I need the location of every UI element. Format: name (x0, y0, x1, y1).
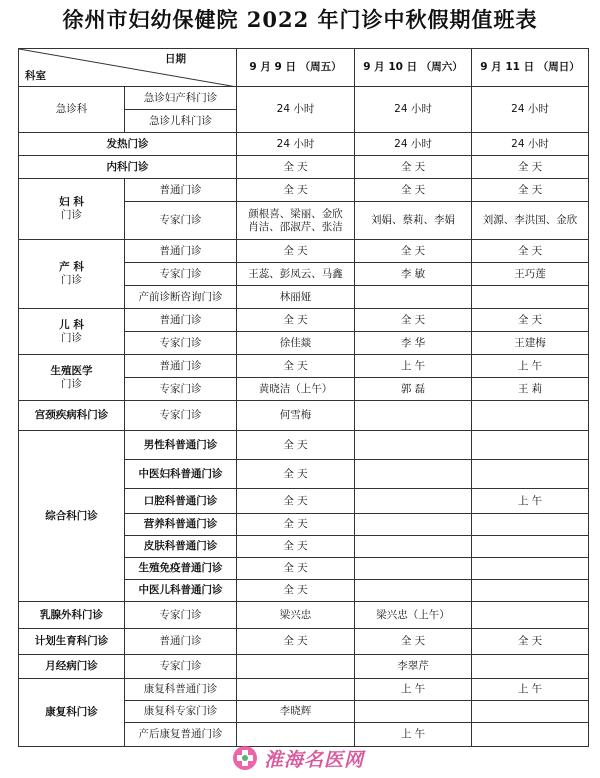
cell: 全 天 (237, 629, 355, 655)
cell: 24 小时 (355, 133, 472, 156)
dept-line: 门诊 (61, 209, 82, 221)
sub-label: 专家门诊 (125, 263, 237, 286)
cell: 刘娟、蔡莉、李娟 (355, 202, 472, 240)
dept-pediatrics (19, 309, 125, 355)
watermark (232, 742, 432, 774)
cell: 全 天 (237, 558, 355, 580)
cell (472, 655, 589, 679)
table-row (19, 431, 589, 460)
table-row (19, 179, 589, 202)
cell: 全 天 (355, 240, 472, 263)
cell (237, 202, 355, 240)
cell (355, 580, 472, 602)
page-title: 徐州市妇幼保健院 2022 年门诊中秋假期值班表 (62, 7, 538, 32)
cell: 24 小时 (472, 133, 589, 156)
cell (237, 679, 355, 701)
cell: 王蕊、彭凤云、马鑫 (237, 263, 355, 286)
sub-label: 产前诊断咨询门诊 (125, 286, 237, 309)
cell (355, 401, 472, 431)
cell (237, 655, 355, 679)
cell (472, 431, 589, 460)
cell: 上 午 (355, 355, 472, 378)
sub-label: 专家门诊 (125, 602, 237, 629)
dept-general-clinic: 综合科门诊 (19, 431, 125, 602)
cell: 郭 磊 (355, 378, 472, 401)
cell: 全 天 (355, 179, 472, 202)
dept-fever: 发热门诊 (19, 133, 237, 156)
cell: 全 天 (472, 629, 589, 655)
sub-label: 口腔科普通门诊 (125, 489, 237, 514)
sub-label: 专家门诊 (125, 332, 237, 355)
cell: 梁兴忠 (237, 602, 355, 629)
cell (355, 558, 472, 580)
sub-label: 产后康复普通门诊 (125, 723, 237, 747)
sub-label: 普通门诊 (125, 309, 237, 332)
cell (355, 514, 472, 536)
sub-label: 普通门诊 (125, 240, 237, 263)
table-row (19, 355, 589, 378)
day-header-2: 9 月 10 日 （周六） (355, 49, 472, 87)
cell (472, 558, 589, 580)
cell (355, 460, 472, 489)
dept-gynecology (19, 179, 125, 240)
sub-label: 男性科普通门诊 (125, 431, 237, 460)
sub-label: 中医妇科普通门诊 (125, 460, 237, 489)
cell: 24 小时 (237, 133, 355, 156)
cell: 全 天 (237, 240, 355, 263)
sub-label: 专家门诊 (125, 202, 237, 240)
cell (355, 701, 472, 723)
table-row (19, 309, 589, 332)
cell (472, 401, 589, 431)
cell: 全 天 (355, 156, 472, 179)
cell: 全 天 (237, 309, 355, 332)
cell: 王 莉 (472, 378, 589, 401)
date-axis-label: 日期 (165, 53, 186, 65)
cell: 李翠芹 (355, 655, 472, 679)
cell (472, 723, 589, 747)
dept-rehab: 康复科门诊 (19, 679, 125, 747)
dept-family-planning: 计划生育科门诊 (19, 629, 125, 655)
cell: 李 华 (355, 332, 472, 355)
sub-label: 专家门诊 (125, 378, 237, 401)
cell (472, 536, 589, 558)
dept-line: 儿 科 (59, 318, 84, 331)
sub-label: 康复科普通门诊 (125, 679, 237, 701)
cell (472, 580, 589, 602)
table-row (19, 87, 589, 110)
cell: 上 午 (355, 679, 472, 701)
cell: 刘源、李洪国、金欣 (472, 202, 589, 240)
schedule-table (18, 48, 589, 747)
sub-emergency-peds: 急诊儿科门诊 (125, 110, 237, 133)
cell: 全 天 (237, 179, 355, 202)
sub-label: 普通门诊 (125, 355, 237, 378)
dept-cervical: 宫颈疾病科门诊 (19, 401, 125, 431)
sub-label: 普通门诊 (125, 179, 237, 202)
cell: 全 天 (237, 514, 355, 536)
dept-line: 产 科 (59, 261, 84, 273)
sub-label: 中医儿科普通门诊 (125, 580, 237, 602)
cell-line: 颜根喜、梁丽、金欣 (248, 207, 343, 220)
cell: 徐佳燚 (237, 332, 355, 355)
sub-emergency-obgyn: 急诊妇产科门诊 (125, 87, 237, 110)
cell (472, 514, 589, 536)
cell: 全 天 (237, 156, 355, 179)
dept-axis-label: 科室 (25, 70, 46, 82)
watermark-text: 淮海名医网 (264, 748, 365, 771)
table-row (19, 655, 589, 679)
watermark-logo-icon (232, 745, 258, 771)
cell: 王建梅 (472, 332, 589, 355)
cell: 上 午 (472, 355, 589, 378)
table-row (19, 133, 589, 156)
dept-reproductive (19, 355, 125, 401)
cell: 林丽娅 (237, 286, 355, 309)
dept-menstrual: 月经病门诊 (19, 655, 125, 679)
cell: 何雪梅 (237, 401, 355, 431)
dept-obstetrics (19, 240, 125, 309)
cell (472, 286, 589, 309)
cell: 李晓辉 (237, 701, 355, 723)
cell: 全 天 (237, 580, 355, 602)
cell: 梁兴忠（上午） (355, 602, 472, 629)
cell: 全 天 (237, 431, 355, 460)
cell (472, 701, 589, 723)
header-corner-cell (19, 49, 237, 87)
cell (355, 536, 472, 558)
cell: 全 天 (237, 536, 355, 558)
cell: 全 天 (355, 629, 472, 655)
cell (355, 431, 472, 460)
cell-line: 肖洁、邵淑芹、张洁 (248, 220, 343, 233)
cell (472, 460, 589, 489)
dept-line: 妇 科 (59, 196, 84, 208)
cell: 黄晓洁（上午） (237, 378, 355, 401)
dept-breast: 乳腺外科门诊 (19, 602, 125, 629)
cell: 全 天 (472, 179, 589, 202)
header-row (19, 49, 589, 87)
cell: 全 天 (237, 460, 355, 489)
dept-line: 门诊 (61, 331, 82, 344)
cell: 上 午 (472, 679, 589, 701)
sub-label: 普通门诊 (125, 629, 237, 655)
cell: 上 午 (355, 723, 472, 747)
cell: 全 天 (472, 309, 589, 332)
day-header-3: 9 月 11 日 （周日） (472, 49, 589, 87)
cell: 王巧莲 (472, 263, 589, 286)
sub-label: 专家门诊 (125, 401, 237, 431)
cell (355, 286, 472, 309)
sub-label: 生殖免疫普通门诊 (125, 558, 237, 580)
cell: 全 天 (472, 240, 589, 263)
cell: 24 小时 (237, 87, 355, 133)
sub-label: 皮肤科普通门诊 (125, 536, 237, 558)
cell: 全 天 (355, 309, 472, 332)
table-row (19, 240, 589, 263)
cell (355, 489, 472, 514)
sub-label: 营养科普通门诊 (125, 514, 237, 536)
cell: 全 天 (237, 489, 355, 514)
cell: 李 敏 (355, 263, 472, 286)
table-row (19, 629, 589, 655)
dept-internal: 内科门诊 (19, 156, 237, 179)
day-header-1: 9 月 9 日 （周五） (237, 49, 355, 87)
cell: 全 天 (237, 355, 355, 378)
sub-label: 专家门诊 (125, 655, 237, 679)
cell: 全 天 (472, 156, 589, 179)
table-row (19, 156, 589, 179)
dept-line: 门诊 (61, 377, 82, 390)
table-row (19, 602, 589, 629)
table-row (19, 401, 589, 431)
dept-line: 门诊 (61, 274, 82, 286)
dept-line: 生殖医学 (50, 364, 93, 377)
cell: 24 小时 (355, 87, 472, 133)
dept-emergency: 急诊科 (19, 87, 125, 133)
diagonal-divider (19, 49, 237, 87)
cell (472, 602, 589, 629)
cell: 24 小时 (472, 87, 589, 133)
table-row (19, 679, 589, 701)
sub-label: 康复科专家门诊 (125, 701, 237, 723)
cell: 上 午 (472, 489, 589, 514)
